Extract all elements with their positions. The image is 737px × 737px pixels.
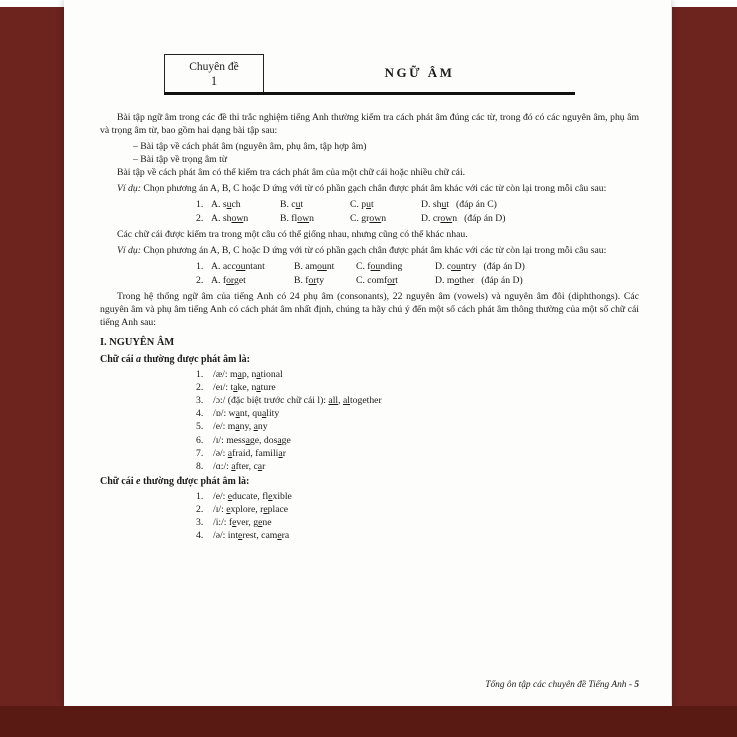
- item-text: /e/: many, any: [213, 421, 268, 433]
- pronunciation-list-item: [196, 407, 639, 420]
- book-background-left: [0, 7, 64, 737]
- question-number: 1.: [196, 261, 204, 272]
- item-number: 5.: [196, 421, 204, 433]
- item-text: /æ/: map, national: [213, 368, 283, 380]
- item-text: /ɑ:/: after, car: [213, 460, 266, 472]
- subsection-heading-a: [100, 353, 639, 367]
- question-number: 1.: [196, 199, 204, 210]
- option-d: D. country: [435, 261, 477, 272]
- page-title: NGỮ ÂM: [384, 65, 455, 80]
- item-text: /ə/: interest, camera: [213, 530, 290, 542]
- example-question-row: [196, 212, 639, 226]
- chapter-label: Chuyên đề: [189, 61, 239, 73]
- option-d: D. shut: [421, 199, 450, 210]
- example-label: Ví dụ:: [117, 183, 141, 194]
- option-b: B. flown: [280, 212, 314, 224]
- example1-intro: [100, 182, 639, 195]
- option-c: C. comfort: [356, 274, 398, 286]
- option-c: C. founding: [356, 261, 403, 272]
- item-text: /i:/: fever, gene: [213, 517, 272, 529]
- pronunciation-list-item: [196, 447, 639, 460]
- item-number: 3.: [196, 517, 204, 529]
- chapter-number: 1: [210, 74, 218, 88]
- item-text: /ə/: afraid, familiar: [213, 447, 286, 459]
- pronunciation-list-item: [196, 503, 639, 516]
- question-number: 2.: [196, 212, 204, 224]
- item-number: 6.: [196, 434, 204, 446]
- pronunciation-list-item: [196, 460, 639, 473]
- option-a: A. shown: [211, 212, 249, 224]
- section-heading: I. NGUYÊN ÂM: [100, 337, 175, 348]
- item-number: 8.: [196, 460, 204, 472]
- answer-note: (đáp án D): [464, 212, 506, 224]
- example-question-row: [196, 198, 639, 212]
- option-c: C. grown: [350, 212, 387, 224]
- paragraph: Các chữ cái được kiểm tra trong một câu có thể giống nhau, nhưng cũng có thể khác nhau.: [117, 229, 468, 240]
- item-number: 4.: [196, 530, 204, 542]
- item-text: /eɪ/: take, nature: [213, 381, 276, 393]
- pronunciation-list-item: [196, 516, 639, 529]
- item-number: 2.: [196, 381, 204, 393]
- item-text: /ɪ/: message, dosage: [213, 434, 291, 446]
- option-d: D. mother: [435, 274, 475, 286]
- option-b: B. amount: [294, 261, 335, 272]
- footer-text: Tổng ôn tập các chuyên đề Tiếng Anh -: [485, 680, 635, 690]
- pronunciation-list-item: [196, 420, 639, 433]
- example-instruction: Chọn phương án A, B, C hoặc D ứng với từ có phần gạch chân được phát âm khác với các từ còn lại trong mỗi câu sau:: [143, 183, 607, 194]
- item-text: /ɒ/: want, quality: [213, 408, 280, 420]
- subsection-heading-e: [100, 475, 639, 489]
- pronunciation-list-item: [196, 529, 639, 542]
- item-number: 3.: [196, 394, 204, 406]
- example-question-row: [196, 274, 639, 288]
- option-b: B. forty: [294, 274, 325, 286]
- pronunciation-list-item: [196, 394, 639, 407]
- item-number: 1.: [196, 368, 204, 380]
- example1-questions: [100, 198, 639, 225]
- letter-a: a: [136, 354, 142, 365]
- answer-note: (đáp án D): [481, 274, 523, 286]
- option-a: A. accountant: [211, 261, 265, 272]
- subheading-text: Chữ cái: [100, 354, 137, 365]
- subheading-text: thường được phát âm là:: [140, 476, 250, 488]
- item-number: 2.: [196, 503, 204, 515]
- example2-questions: [100, 260, 639, 287]
- bullet-item: – Bài tập về trọng âm từ: [133, 154, 228, 165]
- example2-intro: [100, 244, 639, 257]
- pronunciation-list-item: [196, 381, 639, 394]
- page-footer: [100, 680, 639, 690]
- chapter-number-box: [164, 54, 264, 92]
- paragraph: Trong hệ thống ngữ âm của tiếng Anh có 24 phụ âm (consonants), 22 nguyên âm (vowels) và nguyên âm đôi (diphthongs). Các nguyên âm và phụ âm tiếng Anh có cách phát âm nhất định, chúng ta hãy chú ý đến một số cách phát âm thông thường của một số chữ cái tiếng Anh sau:: [100, 291, 639, 328]
- subheading-text: Chữ cái: [100, 476, 137, 488]
- option-b: B. cut: [280, 199, 304, 210]
- question-number: 2.: [196, 274, 204, 286]
- item-text: /e/: educate, flexible: [213, 490, 292, 502]
- item-number: 4.: [196, 408, 204, 420]
- pronunciation-list-item: [196, 490, 639, 503]
- item-text: /ɔ:/ (đặc biệt trước chữ cái l): all, altogether: [213, 394, 382, 406]
- chapter-header: [164, 54, 575, 95]
- book-background-right: [672, 7, 737, 737]
- subheading-text: thường được phát âm là:: [141, 354, 250, 365]
- example-question-row: [196, 260, 639, 274]
- pronunciation-list-item: [196, 434, 639, 447]
- item-number: 1.: [196, 490, 204, 502]
- book-background-bottom: [0, 706, 737, 737]
- option-d: D. crown: [421, 212, 458, 224]
- page-number: 5: [634, 680, 639, 690]
- intro-paragraph: Bài tập ngữ âm trong các đề thi trắc nghiệm tiếng Anh thường kiểm tra cách phát âm đúng các từ, trong đó có các nguyên âm, phụ âm và trọng âm từ, bao gồm hai dạng bài tập sau:: [100, 112, 639, 136]
- bullet-item: – Bài tập về cách phát âm (nguyên âm, phụ âm, tập hợp âm): [133, 141, 367, 152]
- item-text: /ɪ/: explore, replace: [213, 503, 289, 515]
- pronunciation-list-item: [196, 368, 639, 381]
- letter-e: e: [136, 476, 141, 488]
- scanned-document-page: [64, 0, 671, 706]
- option-a: A. such: [211, 199, 241, 210]
- item-number: 7.: [196, 447, 204, 459]
- option-a: A. forget: [211, 274, 246, 286]
- answer-note: (đáp án D): [483, 261, 525, 272]
- paragraph: Bài tập về cách phát âm có thể kiểm tra cách phát âm của một chữ cái hoặc nhiều chữ cái.: [117, 167, 466, 178]
- example-label: Ví dụ:: [117, 245, 141, 256]
- answer-note: (đáp án C): [456, 199, 497, 210]
- option-c: C. put: [350, 199, 374, 210]
- example-instruction: Chọn phương án A, B, C hoặc D ứng với từ có phần gạch chân được phát âm khác với các từ còn lại trong mỗi câu sau:: [143, 245, 607, 256]
